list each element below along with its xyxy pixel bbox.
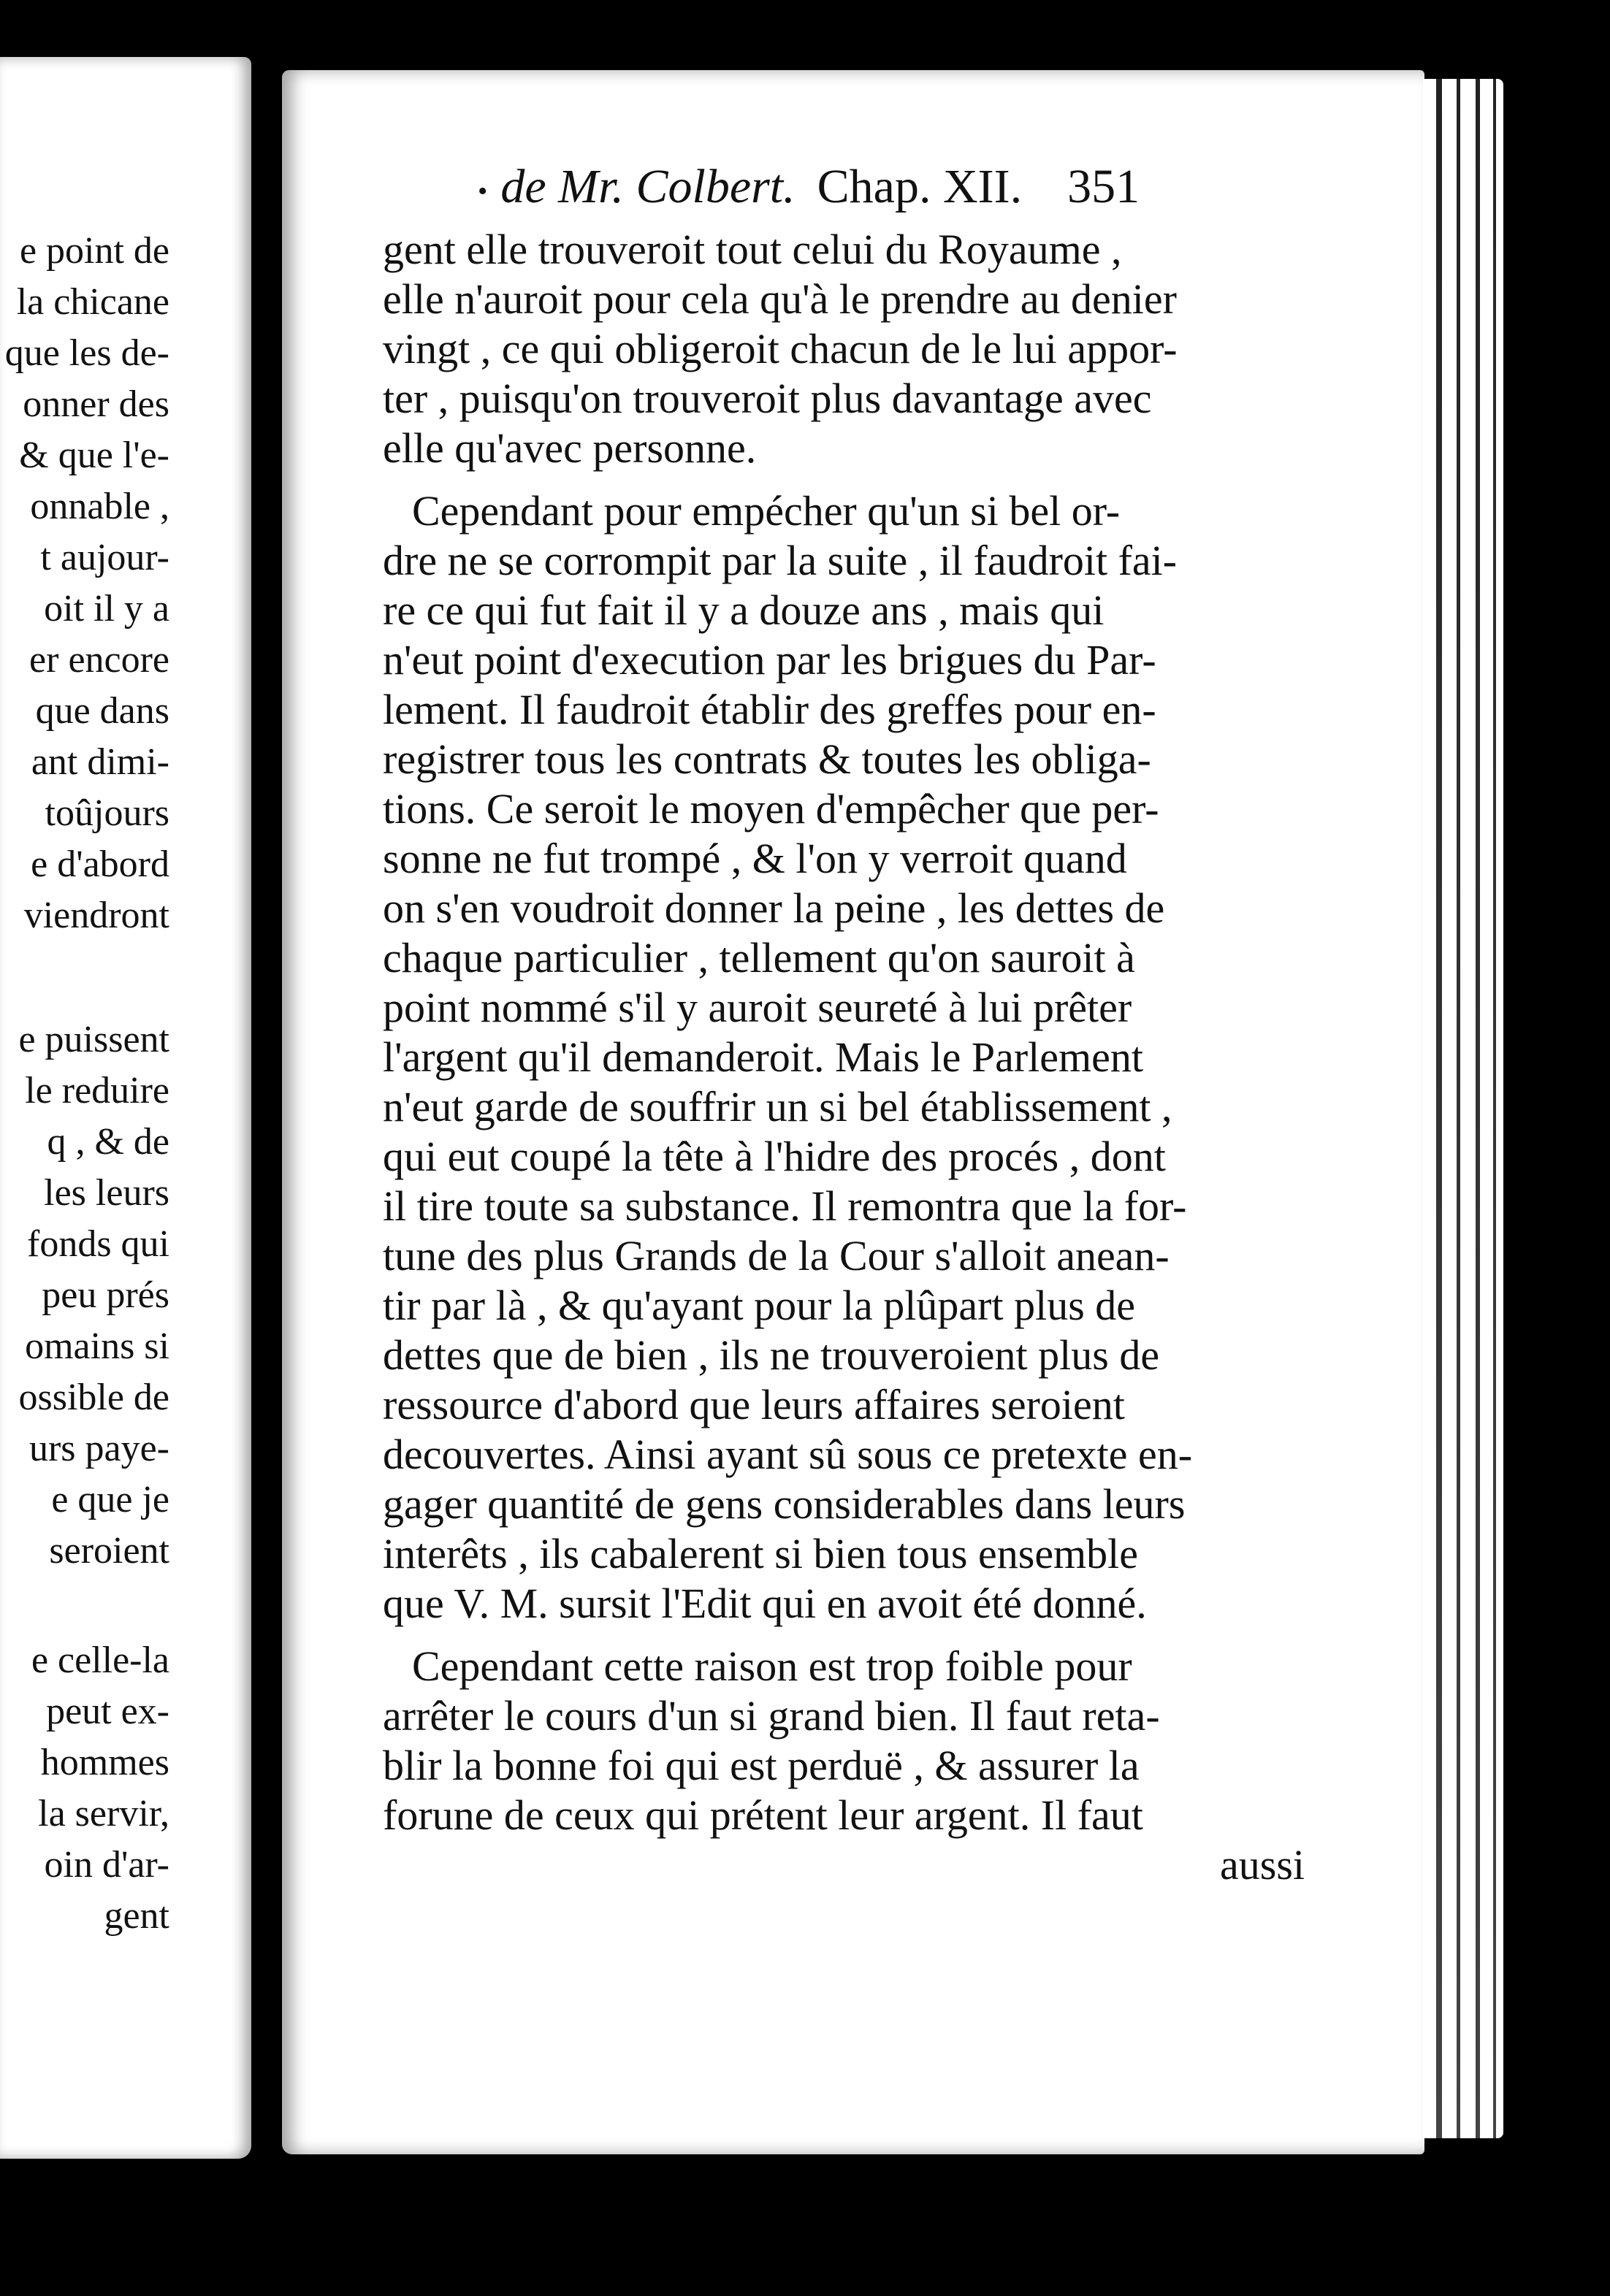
left-text-line: gent: [104, 1895, 169, 1937]
left-text-line: toûjours: [45, 792, 169, 834]
body-text-line: n'eut point d'execution par les brigues du Par-: [383, 636, 1156, 684]
body-text-line: que V. M. sursit l'Edit qui en avoit été donné.: [383, 1580, 1147, 1627]
left-text-line: ossible de: [18, 1377, 169, 1418]
left-text-line: fonds qui: [27, 1223, 169, 1265]
body-text-line: gent elle trouveroit tout celui du Royaume ,: [383, 226, 1122, 273]
left-text-line: les leurs: [44, 1172, 169, 1214]
body-text-line: decouvertes. Ainsi ayant sû sous ce pretexte en-: [383, 1431, 1193, 1478]
left-text-line: que les de-: [4, 332, 169, 374]
body-text-line: qui eut coupé la tête à l'hidre des procés , dont: [383, 1133, 1166, 1180]
left-text-line: hommes: [40, 1742, 169, 1783]
left-text-line: que dans: [35, 690, 169, 732]
left-page: [0, 57, 251, 2159]
body-text-line: ressource d'abord que leurs affaires seroient: [383, 1381, 1125, 1428]
body-text-line: elle n'auroit pour cela qu'à le prendre au denier: [383, 275, 1177, 323]
left-text-line: e que je: [51, 1479, 169, 1520]
left-text-line: le reduire: [25, 1070, 169, 1111]
left-text-line: onnable ,: [30, 486, 169, 527]
body-text-line: arrêter le cours d'un si grand bien. Il faut reta-: [383, 1692, 1160, 1740]
left-text-line: e puissent: [18, 1019, 169, 1060]
left-text-line: e point de: [19, 230, 169, 272]
left-text-line: la servir,: [38, 1793, 169, 1834]
left-text-line: seroient: [49, 1530, 169, 1572]
body-text-line: chaque particulier , tellement qu'on sauroit à: [383, 934, 1135, 981]
left-text-line: peut ex-: [46, 1691, 169, 1732]
page-edges: [1423, 79, 1503, 2138]
body-text-line: l'argent qu'il demanderoit. Mais le Parlement: [383, 1033, 1143, 1081]
running-head-chapter: Chap. XII.: [817, 160, 1023, 213]
body-text-line: sonne ne fut trompé , & l'on y verroit quand: [383, 835, 1127, 882]
left-text-line: onner des: [23, 383, 169, 425]
body-text-line: blir la bonne foi qui est perduë , & assurer la: [383, 1742, 1140, 1789]
body-text-line: lement. Il faudroit établir des greffes pour en-: [383, 686, 1156, 733]
body-text-line: Cependant pour empécher qu'un si bel or-: [412, 487, 1121, 535]
running-head: [478, 159, 1391, 218]
catchword: aussi: [1220, 1841, 1305, 1889]
left-text-line: q , & de: [47, 1121, 169, 1163]
left-text-line: t aujour-: [40, 537, 169, 578]
body-text-line: dettes que de bien , ils ne trouveroient plus de: [383, 1331, 1160, 1379]
body-text-line: vingt , ce qui obligeroit chacun de le lui appor-: [383, 325, 1178, 372]
page-number: 351: [1067, 160, 1140, 213]
left-text-line: e d'abord: [31, 843, 169, 885]
body-text-line: tune des plus Grands de la Cour s'alloit anean-: [383, 1232, 1170, 1279]
running-head-author: de Mr. Colbert.: [500, 160, 796, 213]
ornament-mark: •: [478, 175, 488, 207]
left-text-line: la chicane: [16, 281, 169, 323]
body-text-line: forune de ceux qui prétent leur argent. Il faut: [383, 1791, 1143, 1839]
body-text-line: tir par là , & qu'ayant pour la plûpart plus de: [383, 1282, 1136, 1329]
body-text-line: elle qu'avec personne.: [383, 424, 757, 472]
body-text-line: registrer tous les contrats & toutes les obliga-: [383, 735, 1151, 783]
body-text-line: n'eut garde de souffrir un si bel établissement ,: [383, 1083, 1172, 1130]
left-text-line: & que l'e-: [19, 435, 169, 476]
left-text-line: oit il y a: [44, 588, 169, 630]
body-text-line: on s'en voudroit donner la peine , les dettes de: [383, 884, 1165, 932]
body-text-line: interêts , ils cabalerent si bien tous ensemble: [383, 1530, 1139, 1577]
body-text-line: point nommé s'il y auroit seureté à lui prêter: [383, 984, 1132, 1031]
left-text-line: er encore: [29, 639, 169, 681]
left-text-line: viendront: [23, 895, 169, 936]
left-text-line: oin d'ar-: [44, 1844, 169, 1886]
left-text-line: peu prés: [42, 1274, 169, 1316]
body-text-line: dre ne se corrompit par la suite , il faudroit fai-: [383, 537, 1178, 584]
left-text-line: e celle-la: [31, 1639, 169, 1681]
body-text-line: ter , puisqu'on trouveroit plus davantage avec: [383, 375, 1152, 422]
body-text-line: gager quantité de gens considerables dans leurs: [383, 1480, 1186, 1528]
body-text-line: re ce qui fut fait il y a douze ans , mais qui: [383, 586, 1105, 634]
body-text-line: Cependant cette raison est trop foible pour: [412, 1642, 1132, 1690]
left-text-line: omains si: [25, 1325, 169, 1367]
left-text-line: urs paye-: [28, 1428, 169, 1469]
body-text-line: il tire toute sa substance. Il remontra que la for-: [383, 1182, 1187, 1230]
body-text-line: tions. Ce seroit le moyen d'empêcher que per-: [383, 785, 1159, 833]
left-text-line: ant dimi-: [31, 741, 169, 783]
right-page: [282, 70, 1424, 2154]
